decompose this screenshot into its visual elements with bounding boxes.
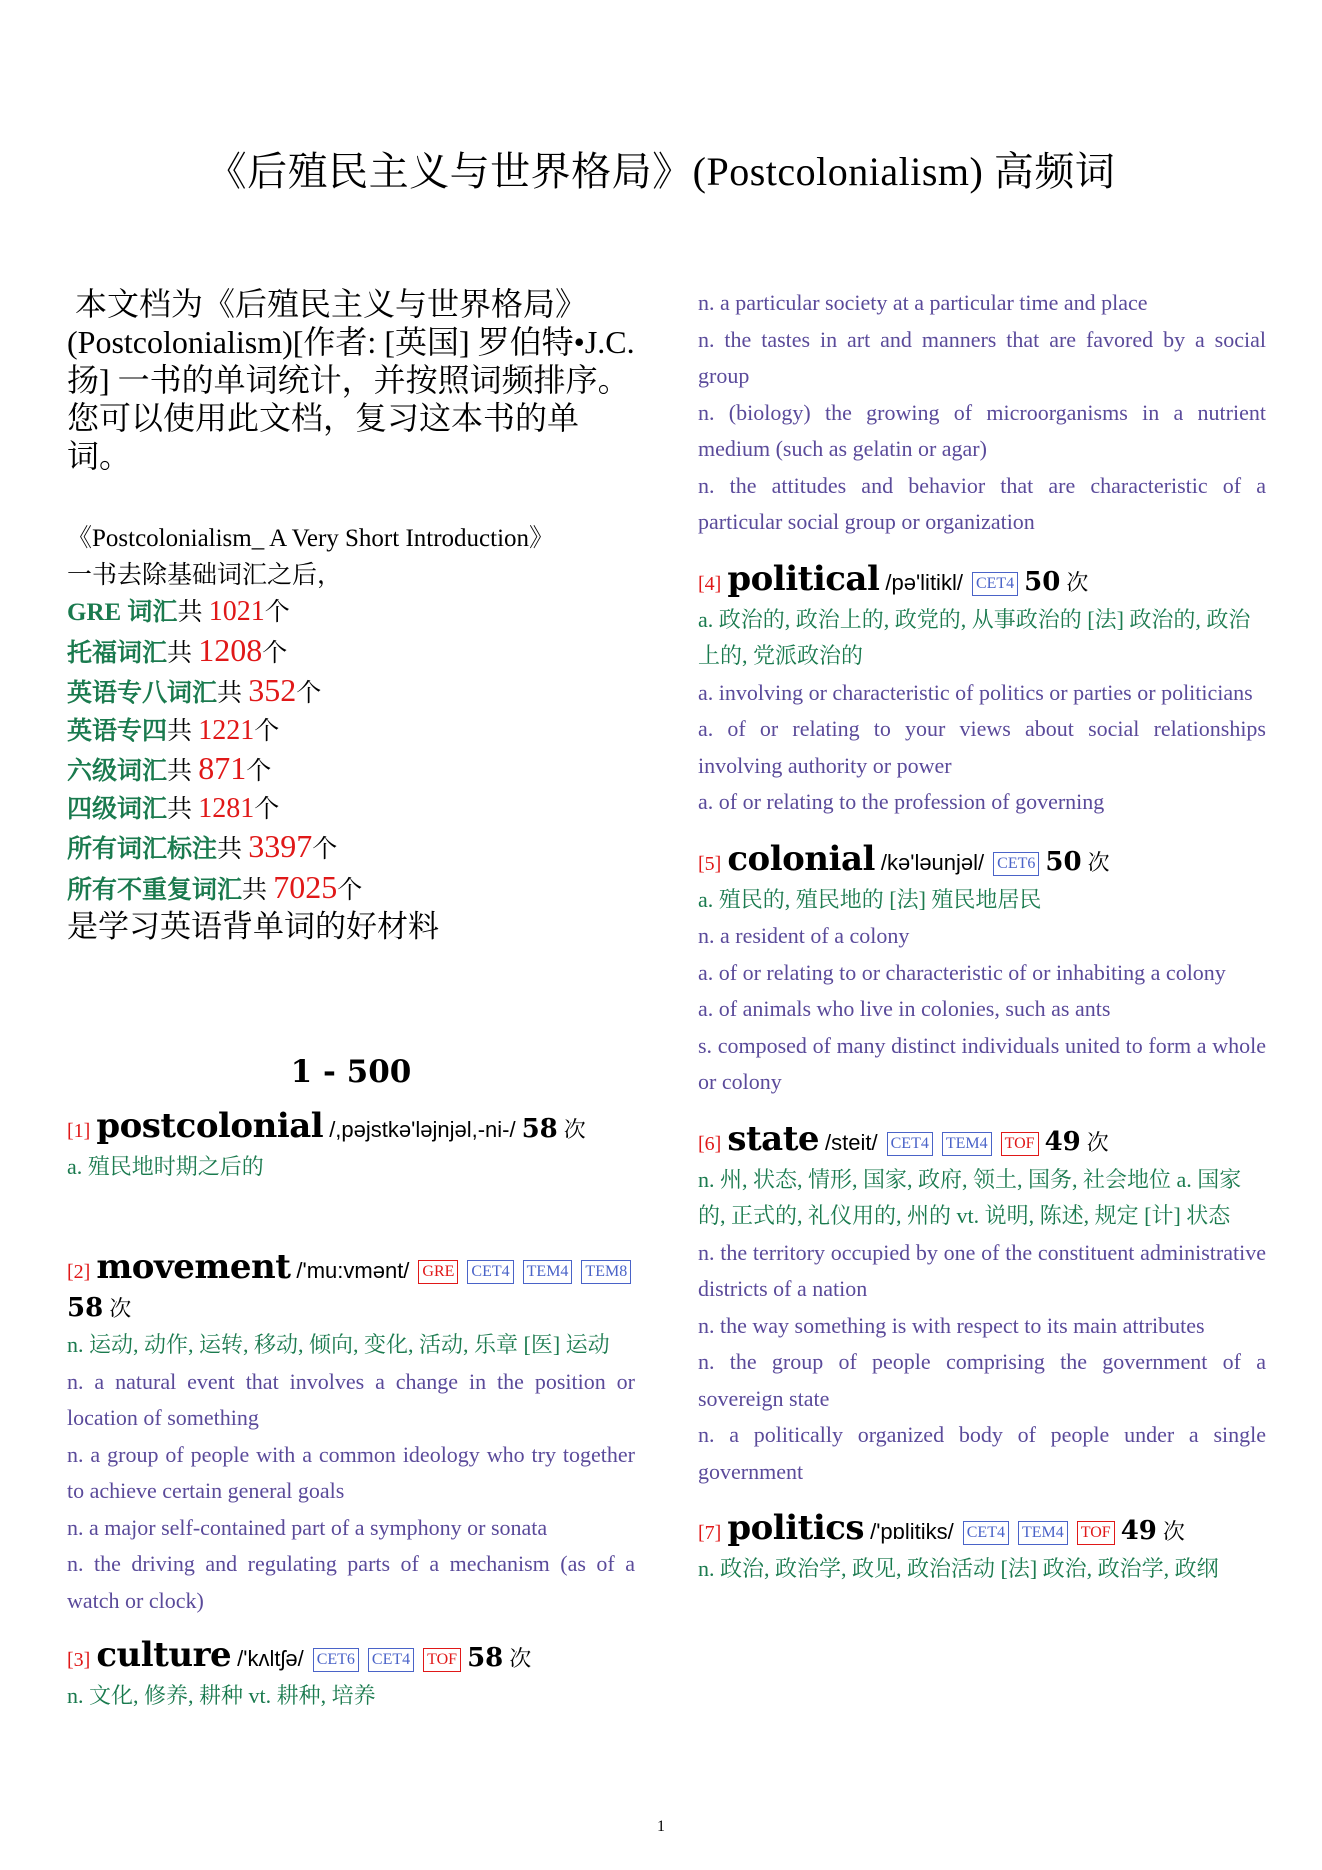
entry-index: [5]: [698, 852, 722, 875]
stat-label: GRE 词汇: [67, 599, 178, 626]
entry-frequency: 58: [67, 1293, 104, 1323]
entry-phonetic: /pə'litikl/: [885, 569, 963, 595]
tag-badge: TOF: [1077, 1521, 1115, 1545]
entry-phonetic: /'kʌltʃə/: [237, 1646, 304, 1671]
word-entry: [67, 1249, 635, 1619]
entry-index: [2]: [67, 1261, 91, 1283]
entry-frequency: 49: [1044, 1126, 1081, 1157]
right-column: [698, 285, 1266, 1588]
tag-badge: CET4: [368, 1648, 414, 1672]
stats-book-line: 《Postcolonialism_ A Very Short Introduction》: [67, 525, 555, 552]
entry-frequency: 58: [521, 1113, 558, 1144]
entry-index: [3]: [67, 1649, 91, 1671]
entry-word: colonial: [727, 838, 875, 879]
definition-cn: n. 文化, 修养, 耕种 vt. 耕种, 培养: [67, 1683, 376, 1708]
entry-word: postcolonial: [96, 1105, 324, 1146]
stat-all-unique: 所有不重复词汇共 7025个: [67, 868, 363, 905]
entry-header: [7] politics /'pɒlitiks/ CET4 TEM4 TOF 49 次: [698, 1508, 1185, 1548]
stat-count: 3397: [248, 828, 313, 864]
tag-badge: GRE: [418, 1260, 458, 1284]
stat-cet4: 四级词汇共 1281个: [67, 792, 280, 824]
entry-frequency: 58: [467, 1643, 504, 1673]
stats-section: [67, 521, 635, 946]
stat-tem4: 英语专四共 1221个: [67, 714, 280, 746]
stat-count: 352: [248, 672, 297, 708]
stat-count: 871: [198, 750, 247, 786]
definition-en: n. a major self-contained part of a symphony or sonata: [67, 1514, 548, 1540]
definition-cn: a. 殖民地时期之后的: [67, 1153, 264, 1179]
entry-phonetic: /,pəjstkə'ləjnjəl,-ni-/: [329, 1116, 516, 1142]
definition-en: a. of animals who live in colonies, such as ants: [698, 996, 1111, 1021]
tag-badge: CET6: [993, 852, 1039, 876]
entry-word: politics: [727, 1508, 865, 1548]
definition-en: n. a group of people with a common ideology who try together to achieve certain general goals: [67, 1441, 635, 1503]
stat-label: 英语专四: [67, 717, 168, 745]
entry-header: [5] colonial /kə'ləunjəl/ CET6 50 次: [698, 838, 1110, 879]
entry-phonetic: /steit/: [825, 1129, 878, 1155]
definition-en: n. a resident of a colony: [698, 923, 910, 948]
tag-badge: CET6: [313, 1648, 359, 1672]
stat-label: 所有不重复词汇: [67, 876, 243, 904]
stat-toefl: 托福词汇共 1208个: [67, 631, 288, 668]
entry-phonetic: /'pɒlitiks/: [870, 1519, 954, 1544]
entry-frequency: 50: [1045, 846, 1082, 877]
definition-en: n. the attitudes and behavior that are characteristic of a particular social group or organization: [698, 472, 1266, 534]
word-entry: [698, 1510, 1266, 1588]
word-entry: [67, 1637, 635, 1715]
stat-label: 所有词汇标注: [67, 836, 218, 863]
word-entry: [698, 558, 1266, 821]
entry-index: [6]: [698, 1132, 722, 1155]
entry-header: [6] state /steit/ CET4 TEM4 TOF 49 次: [698, 1118, 1109, 1159]
tag-badge: CET4: [963, 1521, 1009, 1545]
tag-badge: TOF: [1001, 1132, 1039, 1156]
stat-count: 7025: [273, 868, 338, 905]
stat-gre: GRE 词汇共 1021个: [67, 596, 290, 627]
definition-en: a. of or relating to your views about social relationships involving authority or power: [698, 716, 1266, 778]
definition-cn: n. 运动, 动作, 运转, 移动, 倾向, 变化, 活动, 乐章 [医] 运动: [67, 1332, 610, 1357]
definition-en: n. (biology) the growing of microorganisms in a nutrient medium (such as gelatin or agar): [698, 399, 1266, 461]
entry-header: [3] culture /'kʌltʃə/ CET6 CET4 TOF 58 次: [67, 1635, 532, 1675]
document-title: 《后殖民主义与世界格局》(Postcolonialism) 高频词: [206, 149, 1116, 194]
definition-cn: a. 政治的, 政治上的, 政党的, 从事政治的 [法] 政治的, 政治上的, 党派政治的: [698, 606, 1251, 668]
stat-label: 托福词汇: [67, 639, 168, 667]
stat-label: 英语专八词汇: [67, 680, 218, 707]
definition-en: a. involving or characteristic of politics or parties or politicians: [698, 679, 1253, 705]
stat-label: 四级词汇: [67, 795, 168, 823]
tag-badge: TEM4: [523, 1260, 573, 1284]
tag-badge: CET4: [887, 1132, 933, 1156]
word-entry-continued: [698, 285, 1266, 541]
word-entry: [698, 1118, 1266, 1491]
stat-all-tagged: 所有词汇标注共 3397个: [67, 828, 338, 864]
definition-en: n. the territory occupied by one of the constituent administrative districts of a nation: [698, 1239, 1266, 1301]
definition-en: n. a politically organized body of people under a single government: [698, 1422, 1266, 1484]
entry-header: [1] postcolonial /,pəjstkə'ləjnjəl,-ni-/ 58 次: [67, 1105, 586, 1146]
tag-badge: TEM4: [1018, 1521, 1068, 1545]
intro-paragraph: 本文档为《后殖民主义与世界格局》(Postcolonialism)[作者: [英国] 罗伯特•J.C. 扬] 一书的单词统计，并按照词频排序。: [67, 286, 635, 398]
definition-cn: a. 殖民的, 殖民地的 [法] 殖民地居民: [698, 886, 1042, 912]
entry-index: [7]: [698, 1522, 722, 1544]
entry-phonetic: /'mu:vmənt/: [296, 1258, 410, 1283]
tag-badge: TOF: [423, 1648, 461, 1672]
entry-index: [4]: [698, 572, 722, 595]
stat-count: 1208: [198, 631, 263, 668]
entry-frequency: 49: [1120, 1516, 1157, 1546]
left-column: [67, 285, 635, 1715]
tag-badge: CET4: [972, 572, 1018, 596]
page-number: 1: [657, 1818, 665, 1835]
definition-en: n. the driving and regulating parts of a mechanism (as of a watch or clock): [67, 1551, 635, 1613]
entry-frequency: 50: [1024, 566, 1061, 597]
definition-en: n. the group of people comprising the government of a sovereign state: [698, 1349, 1266, 1411]
definition-cn: n. 州, 状态, 情形, 国家, 政府, 领土, 国务, 社会地位 a. 国家的, 正式的, 礼仪用的, 州的 vt. 说明, 陈述, 规定 [计] 状态: [698, 1166, 1242, 1228]
entry-header: [4] political /pə'litikl/ CET4 50 次: [698, 558, 1089, 599]
entry-header: [2] movement /'mu:vmənt/ GRE CET4 TEM4 TEM8 58 次: [67, 1249, 635, 1327]
stat-tem8: 英语专八词汇共 352个: [67, 672, 322, 708]
definition-en: s. composed of many distinct individuals united to form a whole or colony: [698, 1032, 1266, 1094]
entry-word: state: [727, 1118, 820, 1159]
section-range-heading: 1 - 500: [290, 1053, 412, 1090]
stat-label: 六级词汇: [67, 758, 168, 785]
intro-paragraph: 您可以使用此文档，复习这本书的单词。: [67, 400, 580, 474]
definition-en: n. a particular society at a particular time and place: [698, 290, 1148, 315]
entry-word: movement: [96, 1247, 291, 1287]
tag-badge: CET4: [467, 1260, 513, 1284]
definition-cn: n. 政治, 政治学, 政见, 政治活动 [法] 政治, 政治学, 政纲: [698, 1556, 1219, 1581]
definition-en: n. the way something is with respect to its main attributes: [698, 1312, 1205, 1338]
stats-closing: 是学习英语背单词的好材料: [67, 909, 439, 944]
definition-en: n. the tastes in art and manners that are favored by a social group: [698, 326, 1266, 388]
word-entry: [698, 838, 1266, 1101]
stats-after-line: 一书去除基础词汇之后，: [67, 561, 343, 589]
stat-count: 1281: [198, 792, 255, 824]
entry-word: culture: [96, 1635, 232, 1675]
stat-cet6: 六级词汇共 871个: [67, 750, 272, 786]
word-entry: [67, 1105, 635, 1186]
definition-en: a. of or relating to the profession of governing: [698, 789, 1105, 814]
definition-en: a. of or relating to or characteristic of or inhabiting a colony: [698, 959, 1226, 985]
tag-badge: TEM4: [942, 1132, 992, 1156]
stat-count: 1021: [208, 596, 265, 627]
entry-index: [1]: [67, 1119, 91, 1142]
stat-count: 1221: [198, 714, 255, 746]
definition-en: n. a natural event that involves a change in the position or location of something: [67, 1368, 635, 1430]
intro-section: [67, 285, 635, 475]
entry-word: political: [727, 558, 880, 599]
entry-phonetic: /kə'ləunjəl/: [880, 849, 985, 875]
tag-badge: TEM8: [581, 1260, 631, 1284]
